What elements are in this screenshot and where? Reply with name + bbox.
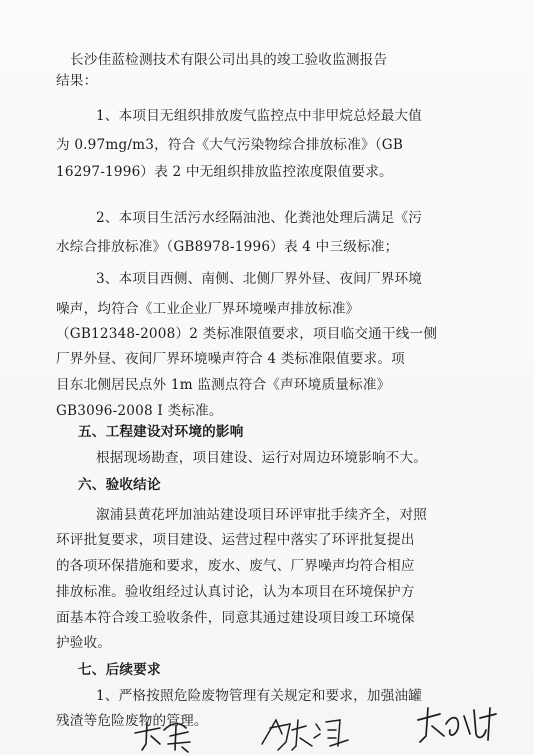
result-3-line-3: （GB12348-2008）2 类标准限值要求，项目临交通干线一侧: [56, 326, 438, 342]
section-6-line-3: 的各项环保措施和要求，废水、废气、厂界噪声均符合相应: [56, 558, 415, 574]
result-1-line-3: 16297-1996）表 2 中无组织排放监控浓度限值要求。: [56, 164, 393, 180]
result-3-line-6: GB3096-2008 I 类标准。: [56, 403, 223, 419]
signature-1: [135, 722, 190, 752]
results-label: 结果：: [56, 73, 98, 89]
section-7-heading: 七、后续要求: [78, 662, 161, 678]
report-source-line: 长沙佳蓝检测技术有限公司出具的竣工验收监测报告: [70, 52, 388, 68]
section-5-body: 根据现场勘查，项目建设、运行对周边环境影响不大。: [96, 450, 428, 466]
result-1-line-2: 为 0.97mg/m3，符合《大气污染物综合排放标准》（GB: [56, 137, 404, 153]
section-5-heading: 五、工程建设对环境的影响: [78, 424, 244, 440]
section-6-line-5: 面基本符合竣工验收条件，同意其通过建设项目竣工环境保: [56, 610, 415, 626]
section-6-line-1: 溆浦县黄花坪加油站建设项目环评审批手续齐全，对照: [96, 507, 428, 523]
section-7-line-2: 残渣等危险废物的管理。: [56, 713, 208, 729]
result-3-line-4: 厂界外昼、夜间厂界环境噪声符合 4 类标准限值要求。项: [56, 351, 405, 367]
section-6-line-2: 环评批复要求，项目建设、运营过程中落实了环评批复提出: [56, 532, 415, 548]
result-1-line-1: 1、本项目无组织排放废气监控点中非甲烷总烃最大值: [96, 108, 423, 124]
section-7-line-1: 1、严格按照危险废物管理有关规定和要求，加强油罐: [96, 688, 423, 704]
result-3-line-2: 噪声，均符合《工业企业厂界环境噪声排放标准》: [56, 301, 360, 317]
section-6-heading: 六、验收结论: [78, 477, 161, 493]
signatures: [0, 700, 534, 755]
result-3-line-1: 3、本项目西侧、南侧、北侧厂界外昼、夜间厂界环境: [96, 271, 423, 287]
signature-3: [418, 708, 496, 742]
result-2-line-2: 水综合排放标准》（GB8978-1996）表 4 中三级标准；: [56, 239, 399, 255]
section-6-line-6: 护验收。: [56, 635, 112, 651]
section-6-line-4: 排放标准。验收组经过认真讨论，认为本项目在环境保护方: [56, 584, 415, 600]
result-2-line-1: 2、本项目生活污水经隔油池、化粪池处理后满足《污: [96, 210, 423, 226]
signature-2: [262, 720, 348, 750]
result-3-line-5: 目东北侧居民点外 1m 监测点符合《声环境质量标准》: [56, 377, 391, 393]
